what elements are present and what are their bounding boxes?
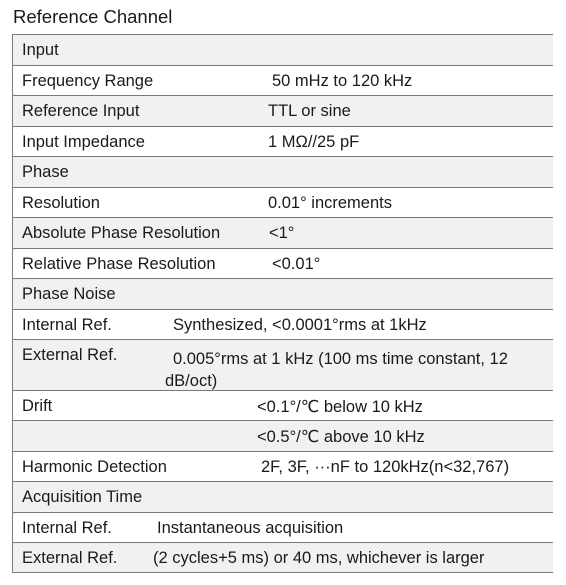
section-title: Reference Channel: [13, 6, 173, 27]
table-row: [12, 339, 553, 390]
row-value: <0.5°/℃ above 10 kHz: [257, 428, 425, 446]
row-value: TTL or sine: [268, 102, 351, 120]
row-label: Frequency Range: [22, 72, 154, 90]
row-label: Input: [22, 41, 59, 59]
row-value-line: 0.005°rms at 1 kHz (100 ms time constant, 12: [173, 350, 508, 368]
row-label: Phase: [22, 163, 69, 181]
row-value: Synthesized, <0.0001°rms at 1kHz: [173, 316, 427, 334]
row-value: <1°: [269, 224, 295, 242]
row-value-continuation: dB/oct): [165, 372, 218, 390]
table-row: [12, 65, 553, 95]
row-label: Reference Input: [22, 102, 140, 120]
row-label: External Ref.: [22, 346, 118, 364]
row-value: 1 MΩ//25 pF: [268, 133, 360, 151]
table-row: [12, 34, 553, 65]
row-value: 2F, 3F, ···nF to 120kHz(n<32,767): [261, 458, 510, 476]
table-row: [12, 512, 553, 542]
row-value: Instantaneous acquisition: [157, 519, 344, 537]
spec-table: [12, 34, 553, 573]
table-row: [12, 217, 553, 248]
row-label: Drift: [22, 397, 53, 415]
row-label: Input Impedance: [22, 133, 145, 151]
table-row: [12, 278, 553, 309]
table-row: [12, 451, 553, 481]
row-value: (2 cycles+5 ms) or 40 ms, whichever is larger: [153, 549, 485, 567]
row-label: Internal Ref.: [22, 316, 112, 334]
table-row: [12, 95, 553, 126]
table-row: [12, 126, 553, 156]
row-label: Acquisition Time: [22, 488, 143, 506]
row-label: Relative Phase Resolution: [22, 255, 216, 273]
row-label: Harmonic Detection: [22, 458, 167, 476]
row-label: External Ref.: [22, 549, 118, 567]
table-row: [12, 248, 553, 278]
row-label: Resolution: [22, 194, 100, 212]
table-row: [12, 309, 553, 339]
row-label: Absolute Phase Resolution: [22, 224, 221, 242]
table-row: [12, 542, 553, 573]
row-label: Phase Noise: [22, 285, 116, 303]
row-value: 50 mHz to 120 kHz: [272, 72, 413, 90]
table-row: [12, 390, 553, 420]
row-label: Internal Ref.: [22, 519, 112, 537]
row-value: [165, 348, 548, 392]
row-value: 0.01° increments: [268, 194, 392, 212]
row-value: <0.1°/℃ below 10 kHz: [257, 398, 423, 416]
table-row: [12, 156, 553, 187]
table-row: [12, 420, 553, 451]
table-row: [12, 187, 553, 217]
table-row: [12, 481, 553, 512]
row-value: <0.01°: [272, 255, 321, 273]
